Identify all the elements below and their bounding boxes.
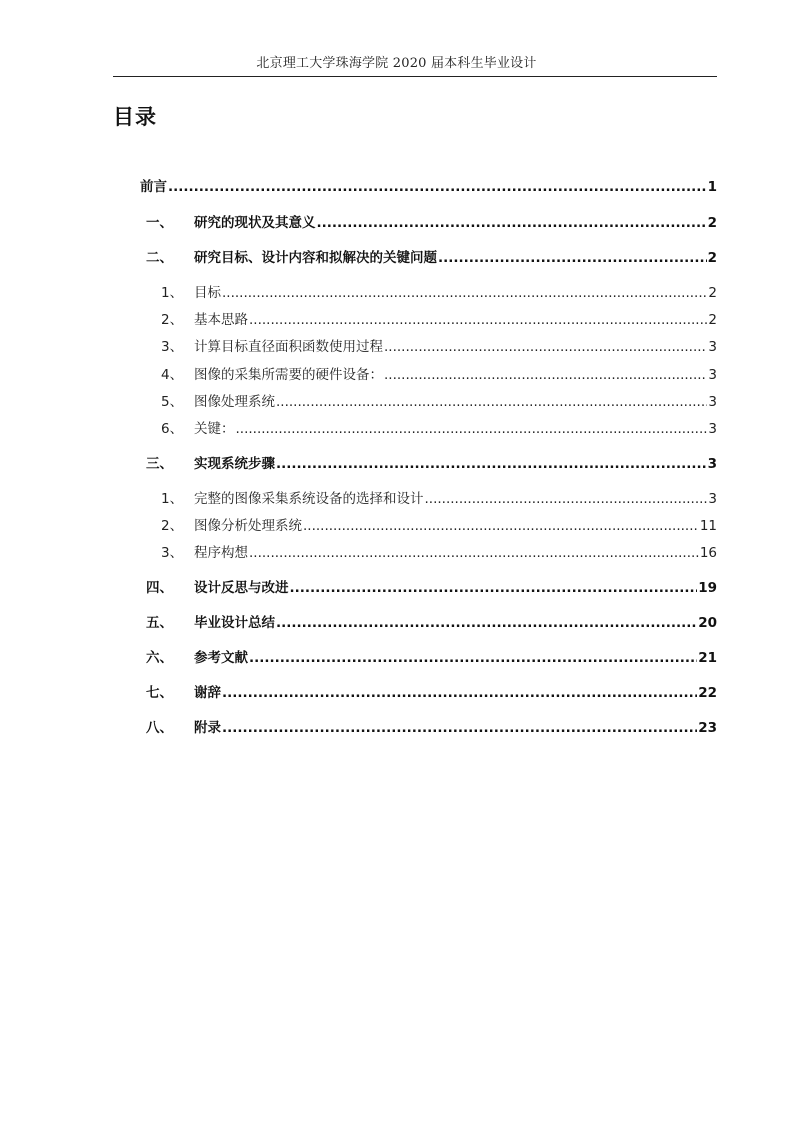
toc-leader-dots: [303, 517, 699, 535]
toc-entry-chapter-3[interactable]: [0, 453, 793, 473]
toc-entry-preface[interactable]: [0, 176, 793, 196]
toc-leader-dots: [222, 284, 707, 302]
toc-entry-title: 程序构想: [194, 545, 248, 561]
toc-leader-dots: [249, 544, 699, 562]
toc-entry-section[interactable]: [0, 282, 793, 302]
toc-leader-dots: [222, 684, 697, 702]
toc-entry-number: 二、: [146, 250, 173, 266]
toc-entry-chapter-2[interactable]: [0, 247, 793, 267]
toc-entry-chapter-8[interactable]: [0, 717, 793, 737]
toc-entry-title: 谢辞: [194, 685, 221, 701]
toc-entry-page: 3: [708, 491, 717, 507]
toc-entry-title: 毕业设计总结: [194, 615, 275, 631]
toc-entry-page: 22: [698, 685, 717, 701]
toc-entry-number: 4、: [161, 367, 184, 383]
toc-entry-number: 1、: [161, 285, 184, 301]
toc-entry-chapter-6[interactable]: [0, 647, 793, 667]
toc-leader-dots: [276, 614, 697, 632]
toc-entry-title: 研究的现状及其意义: [194, 215, 316, 231]
toc-entry-page: 2: [707, 250, 717, 266]
toc-entry-title: 图像的采集所需要的硬件设备：: [194, 367, 383, 383]
toc-entry-page: 2: [707, 215, 717, 231]
toc-entry-title: 基本思路: [194, 312, 248, 328]
toc-entry-title: 研究目标、设计内容和拟解决的关键问题: [194, 250, 437, 266]
toc-entry-section[interactable]: [0, 391, 793, 411]
toc-entry-chapter-5[interactable]: [0, 612, 793, 632]
toc-entry-page: 11: [699, 518, 717, 534]
toc-leader-dots: [384, 366, 707, 384]
toc-leader-dots: [290, 579, 698, 597]
toc-entry-title: 图像处理系统: [194, 394, 275, 410]
toc-entry-chapter-7[interactable]: [0, 682, 793, 702]
toc-entry-number: 一、: [146, 215, 173, 231]
toc-entry-page: 1: [707, 179, 717, 195]
toc-entry-title: 设计反思与改进: [194, 580, 289, 596]
toc-leader-dots: [317, 214, 707, 232]
toc-entry-page: 3: [707, 456, 717, 472]
toc-entry-number: 3、: [161, 545, 184, 561]
toc-entry-number: 六、: [146, 650, 173, 666]
toc-entry-page: 3: [708, 421, 717, 437]
toc-leader-dots: [249, 649, 697, 667]
toc-entry-number: 6、: [161, 421, 184, 437]
toc-entry-page: 21: [698, 650, 717, 666]
toc-entry-section[interactable]: [0, 336, 793, 356]
toc-entry-number: 四、: [146, 580, 173, 596]
toc-entry-section[interactable]: [0, 309, 793, 329]
toc-entry-title: 实现系统步骤: [194, 456, 275, 472]
toc-leader-dots: [276, 455, 707, 473]
toc-entry-chapter-4[interactable]: [0, 577, 793, 597]
toc-entry-page: 3: [708, 339, 717, 355]
toc-leader-dots: [168, 178, 707, 196]
toc-entry-page: 2: [708, 312, 717, 328]
toc-entry-section[interactable]: [0, 515, 793, 535]
toc-entry-title: 目标: [194, 285, 221, 301]
toc-entry-page: 3: [708, 367, 717, 383]
toc-leader-dots: [425, 490, 708, 508]
toc-entry-title: 关键：: [194, 421, 235, 437]
toc-entry-number: 五、: [146, 615, 173, 631]
toc-leader-dots: [222, 719, 697, 737]
toc-entry-number: 5、: [161, 394, 184, 410]
toc-entry-title: 附录: [194, 720, 221, 736]
toc-entry-section[interactable]: [0, 364, 793, 384]
running-header: 北京理工大学珠海学院 2020 届本科生毕业设计: [256, 56, 537, 71]
toc-entry-section[interactable]: [0, 542, 793, 562]
toc-entry-title: 前言: [140, 179, 167, 195]
toc-leader-dots: [438, 249, 707, 267]
toc-entry-number: 2、: [161, 518, 184, 534]
toc-entry-number: 3、: [161, 339, 184, 355]
toc-entry-number: 七、: [146, 685, 173, 701]
toc-entry-title: 参考文献: [194, 650, 248, 666]
toc-entry-section[interactable]: [0, 418, 793, 438]
toc-leader-dots: [249, 311, 707, 329]
toc-entry-page: 19: [698, 580, 717, 596]
toc-leader-dots: [384, 338, 707, 356]
toc-leader-dots: [236, 420, 708, 438]
toc-entry-page: 2: [708, 285, 717, 301]
page-title: 目录: [113, 105, 157, 129]
toc-entry-number: 八、: [146, 720, 173, 736]
toc-entry-chapter-1[interactable]: [0, 212, 793, 232]
toc-entry-page: 20: [698, 615, 717, 631]
toc-entry-number: 三、: [146, 456, 173, 472]
toc-leader-dots: [276, 393, 707, 411]
toc-entry-page: 16: [699, 545, 717, 561]
toc-entry-section[interactable]: [0, 488, 793, 508]
toc-entry-number: 1、: [161, 491, 184, 507]
toc-entry-title: 完整的图像采集系统设备的选择和设计: [194, 491, 424, 507]
toc-entry-title: 计算目标直径面积函数使用过程: [194, 339, 383, 355]
toc-entry-page: 3: [708, 394, 717, 410]
toc-entry-number: 2、: [161, 312, 184, 328]
toc-entry-page: 23: [698, 720, 717, 736]
toc-entry-title: 图像分析处理系统: [194, 518, 302, 534]
